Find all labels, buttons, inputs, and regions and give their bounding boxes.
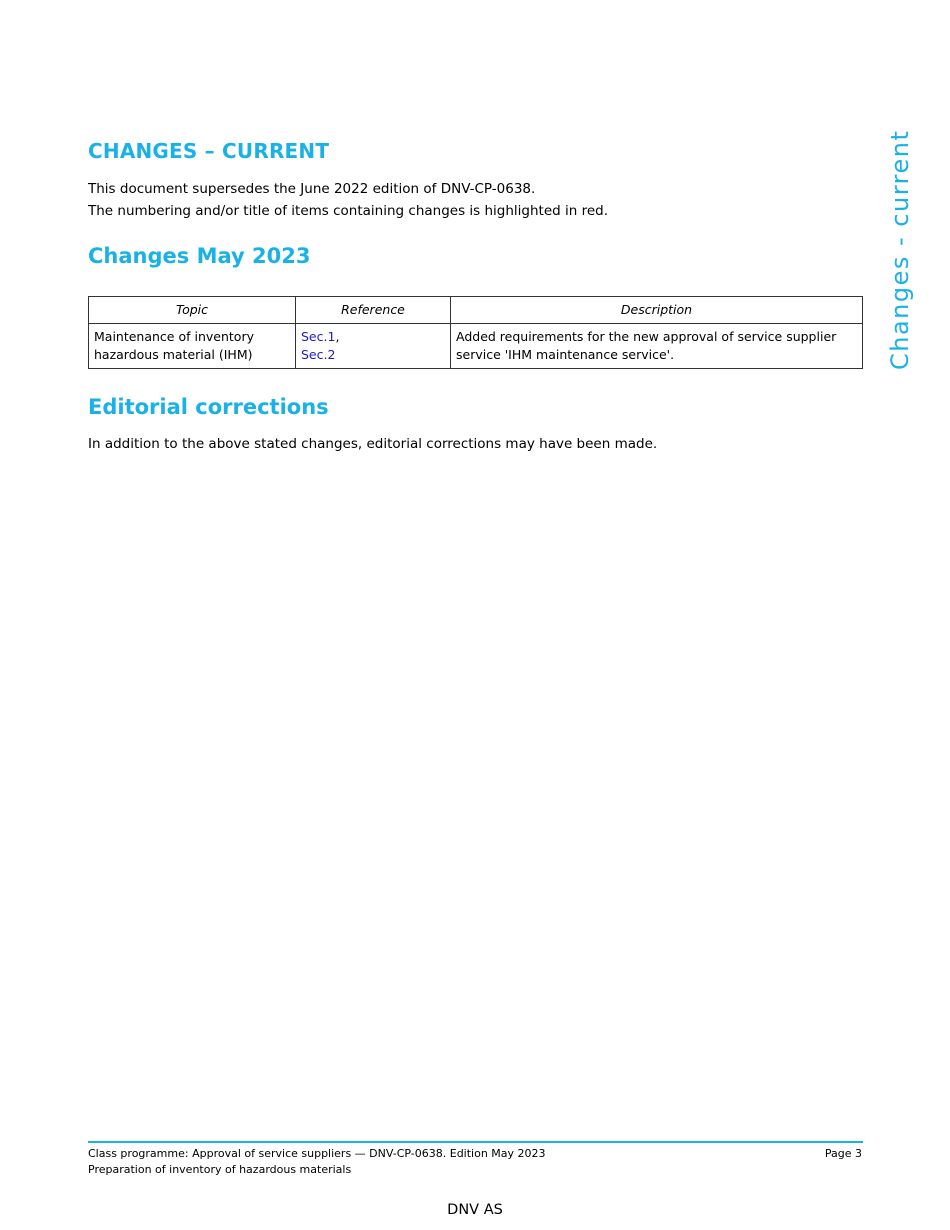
intro-line: This document supersedes the June 2022 edition of DNV-CP-0638.: [88, 181, 536, 197]
column-header-description: Description: [451, 297, 863, 324]
description-cell: [451, 324, 863, 369]
description-text: service 'IHM maintenance service'.: [456, 347, 675, 362]
changes-table: [88, 296, 863, 369]
description-text: Added requirements for the new approval of service supplier: [456, 329, 837, 344]
table-header-row: [89, 297, 863, 324]
table-row: [89, 324, 863, 369]
page-number: Page 3: [824, 1147, 862, 1160]
intro-text: [88, 178, 608, 222]
publisher-name: DNV AS: [447, 1202, 503, 1218]
page-title: CHANGES – CURRENT: [88, 139, 330, 163]
topic-cell: [89, 324, 296, 369]
topic-text: Maintenance of inventory: [94, 329, 254, 344]
footer-document-title: Class programme: Approval of service suppliers — DNV-CP-0638. Edition May 2023: [88, 1147, 546, 1160]
changes-heading: Changes May 2023: [88, 244, 311, 268]
footer-divider: [88, 1141, 863, 1143]
side-tab-label: Changes - current: [886, 129, 914, 370]
reference-link-sec2[interactable]: Sec.2: [301, 347, 336, 362]
topic-text: hazardous material (IHM): [94, 347, 253, 362]
column-header-topic: Topic: [89, 297, 296, 324]
reference-separator: ,: [335, 329, 340, 344]
intro-line: The numbering and/or title of items containing changes is highlighted in red.: [88, 203, 609, 219]
footer-info: [88, 1146, 546, 1178]
column-header-reference: Reference: [296, 297, 451, 324]
editorial-heading: Editorial corrections: [88, 395, 329, 419]
editorial-text: In addition to the above stated changes, editorial corrections may have been made.: [88, 436, 658, 452]
footer-document-subtitle: Preparation of inventory of hazardous materials: [88, 1163, 352, 1176]
reference-link-sec1[interactable]: Sec.1: [301, 329, 336, 344]
reference-cell: [296, 324, 451, 369]
